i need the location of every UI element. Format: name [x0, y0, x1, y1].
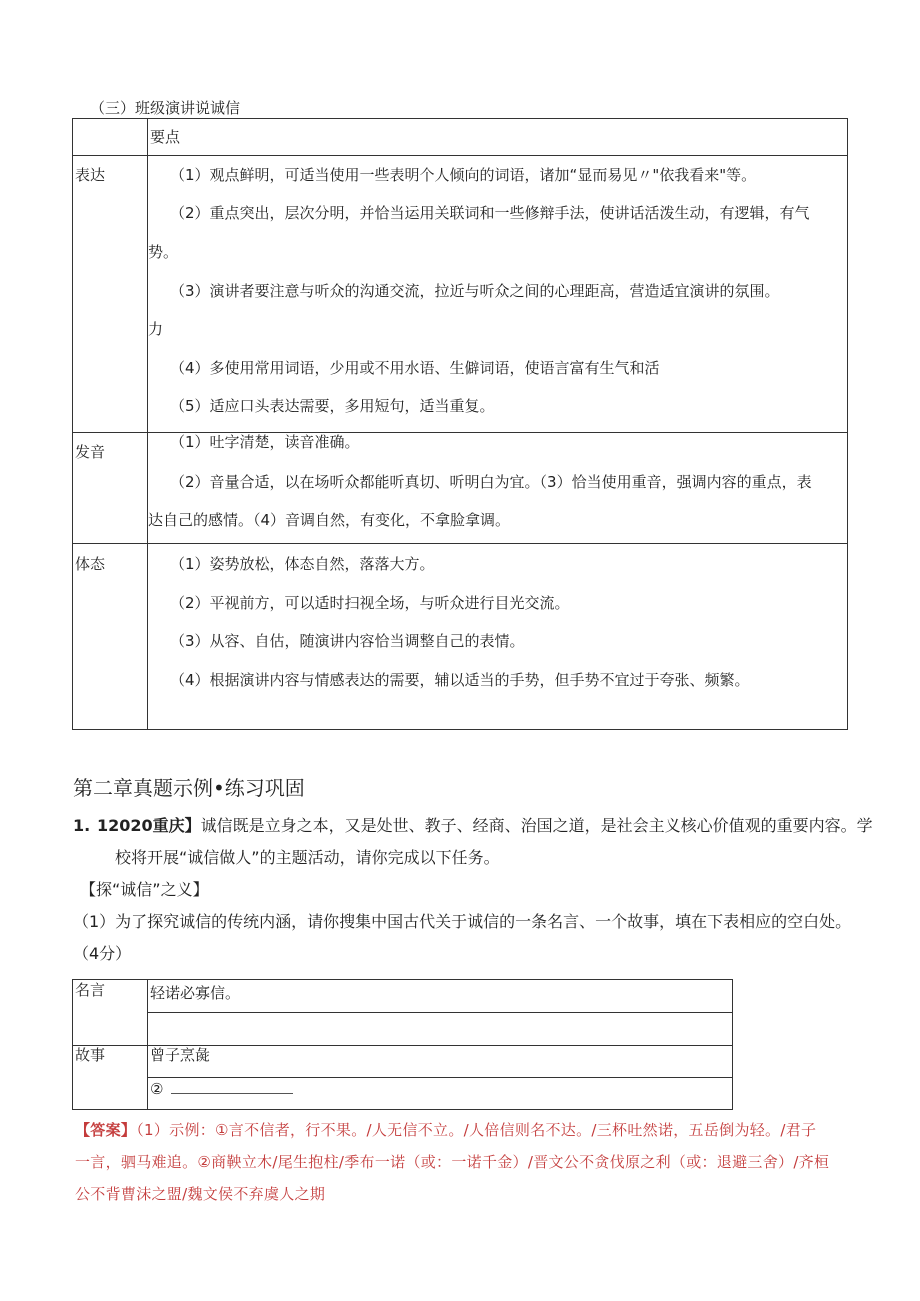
- table-cell-line: （3）从容、自估，随演讲内容恰当调整自己的表情。: [170, 632, 525, 650]
- section-title: （三）班级演讲说诚信: [90, 99, 241, 117]
- table-row-divider: [147, 1077, 733, 1078]
- answer-tag: 【答案】: [75, 1121, 137, 1139]
- table-cell-line: （2）重点突出，层次分明，并恰当运用关联词和一些修辩手法，使讲话活泼生动，有逻辑，有气: [170, 204, 810, 222]
- table-cell-line: 势。: [148, 243, 179, 261]
- answer-line-2: 一言，驷马难追。②商鞅立木/尾生抱柱/季布一诺（或：一诺千金）/晋文公不贪伐原之利（或：退避三舍）/齐桓: [75, 1153, 830, 1171]
- table-cell-line: （1）观点鲜明，可适当使用一些表明个人倾向的词语，诸加“显而易见〃"依我看来"等。: [170, 166, 757, 184]
- row-label-pronunciation: 发音: [75, 443, 106, 461]
- maxim-example: 轻诺必寡信。: [150, 984, 241, 1002]
- table-cell-line: （1）姿势放松，体态自然，落落大方。: [170, 555, 435, 573]
- table-cell-line: （5）适应口头表达需要，多用短句，适当重复。: [170, 397, 495, 415]
- table-row-divider: [72, 543, 848, 544]
- table-cell-line: （2）平视前方，可以适时扫视全场，与听众进行目光交流。: [170, 594, 570, 612]
- question-line-2: 校将开展“诚信做人”的主题活动，请你完成以下任务。: [115, 848, 500, 867]
- question-source: 12020重庆】: [97, 816, 201, 835]
- answer-text: （1）示例：①言不信者，行不果。/人无信不立。/人倍信则名不达。/三杯吐然诺，五岳倒为轻。/君子: [136, 1121, 817, 1139]
- table-cell-line: （2）音量合适，以在场听众都能听真切、听明白为宜。（3）恰当使用重音，强调内容的重点，表: [170, 473, 812, 491]
- answer-line-1: [75, 1120, 816, 1140]
- row-label-expression: 表达: [75, 166, 106, 184]
- table-row-divider: [72, 155, 848, 156]
- question-subheading: 【探“诚信”之义】: [80, 880, 209, 899]
- table-cell-line: （4）根据演讲内容与情感表达的需要，辅以适当的手势，但手势不宜过于夸张、频繁。: [170, 671, 750, 689]
- table-header-points: 要点: [150, 128, 181, 146]
- table-row-divider: [147, 1012, 733, 1013]
- story-example: 曾子烹彘: [150, 1046, 211, 1064]
- answer-line-3: 公不背曹沫之盟/魏文侯不弃虞人之期: [75, 1185, 326, 1203]
- row-label-maxim: 名言: [75, 981, 106, 999]
- table-cell-line: 力: [148, 320, 164, 338]
- fill-in-blank-line: [171, 1079, 293, 1094]
- table-cell-line: （1）吐字清楚，读音准确。: [170, 433, 360, 451]
- question-score: （4分）: [73, 944, 132, 963]
- chapter-heading: 第二章真题示例•练习巩固: [73, 776, 305, 800]
- row-label-story: 故事: [75, 1046, 106, 1064]
- question-number: 1.: [73, 816, 91, 835]
- table-cell-line: （3）演讲者要注意与听众的沟通交流，拉近与听众之间的心理距高，营造适宜演讲的氛围。: [170, 282, 780, 300]
- table-cell-line: （4）多使用常用词语，少用或不用水语、生僻词语，使语言富有生气和活: [170, 359, 660, 377]
- story-blank-row: [150, 1079, 293, 1099]
- blank-marker: ②: [150, 1080, 164, 1098]
- row-label-posture: 体态: [75, 555, 106, 573]
- question-text: 诚信既是立身之本，又是处世、教子、经商、治国之道，是社会主义核心价值观的重要内容。学: [200, 816, 873, 835]
- question-task: （1）为了探究诚信的传统内涵，请你搜集中国古代关于诚信的一条名言、一个故事，填在下表相应的空白处。: [73, 912, 852, 931]
- question-line-1: [97, 815, 873, 837]
- table-cell-line: 达自己的感情。（4）音调自然，有变化，不拿脸拿调。: [148, 511, 511, 529]
- table-column-divider: [147, 118, 148, 730]
